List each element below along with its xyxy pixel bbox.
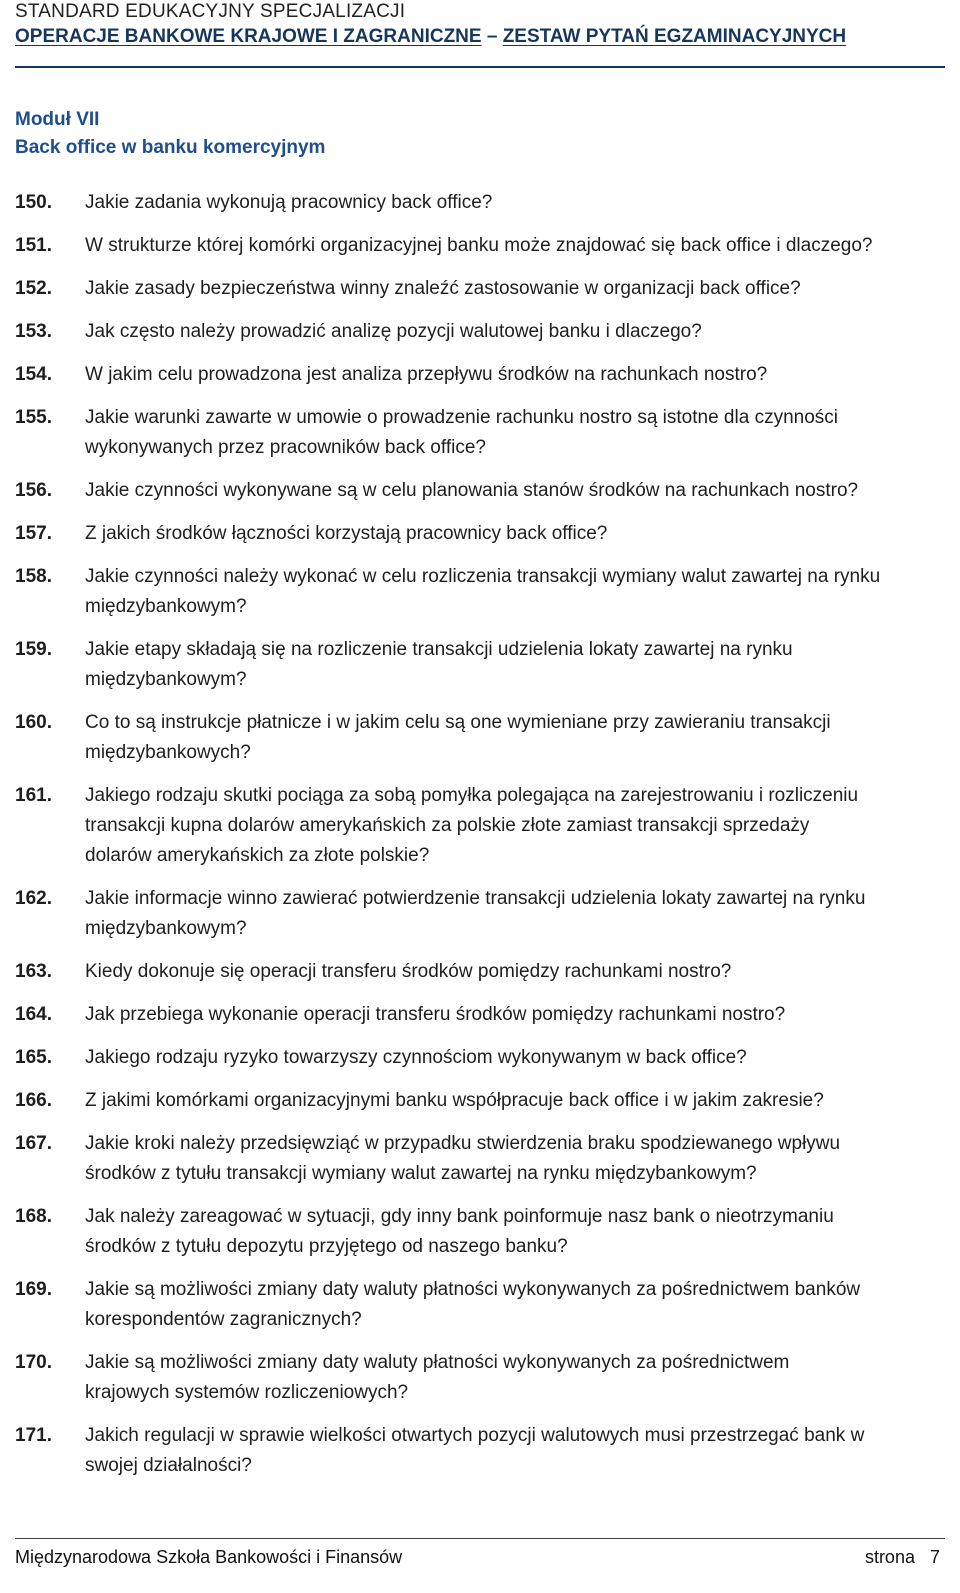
question-line: wykonywanych przez pracowników back office?	[85, 437, 486, 458]
question-line: Jakie informacje winno zawierać potwierdzenie transakcji udzielenia lokaty zawartej na rynku	[85, 888, 866, 909]
question-line: krajowych systemów rozliczeniowych?	[85, 1382, 409, 1403]
standard-title: STANDARD EDUKACYJNY SPECJALIZACJI	[15, 1, 406, 22]
question-number: 151.	[15, 235, 52, 256]
question-number: 158.	[15, 566, 52, 587]
question-number: 150.	[15, 192, 52, 213]
question-item	[15, 884, 950, 944]
question-item	[15, 1129, 950, 1189]
question-number: 163.	[15, 961, 52, 982]
question-line: Z jakich środków łączności korzystają pracownicy back office?	[85, 523, 608, 544]
question-line: środków z tytułu transakcji wymiany walut zawartej na rynku międzybankowym?	[85, 1163, 757, 1184]
question-item	[15, 708, 950, 768]
question-text	[85, 781, 950, 871]
question-line: swojej działalności?	[85, 1455, 252, 1476]
question-line: Jakie są możliwości zmiany daty waluty płatności wykonywanych za pośrednictwem banków	[85, 1279, 861, 1300]
question-number: 152.	[15, 278, 52, 299]
question-item	[15, 231, 950, 261]
question-number: 157.	[15, 523, 52, 544]
question-line: Jak przebiega wykonanie operacji transferu środków pomiędzy rachunkami nostro?	[85, 1004, 786, 1025]
question-text	[85, 1348, 950, 1408]
question-line: Jakie warunki zawarte w umowie o prowadzenie rachunku nostro są istotne dla czynności	[85, 407, 838, 428]
question-item	[15, 562, 950, 622]
page-footer	[15, 1544, 940, 1570]
question-list	[15, 188, 950, 1481]
question-number: 154.	[15, 364, 52, 385]
question-item	[15, 1202, 950, 1262]
question-number: 168.	[15, 1206, 52, 1227]
question-line: Jakie są możliwości zmiany daty waluty płatności wykonywanych za pośrednictwem	[85, 1352, 790, 1373]
question-text	[85, 708, 950, 768]
question-line: Z jakimi komórkami organizacyjnymi banku współpracuje back office i w jakim zakresie?	[85, 1090, 824, 1111]
subject-separator: –	[481, 26, 503, 47]
question-number: 162.	[15, 888, 52, 909]
question-number: 159.	[15, 639, 52, 660]
question-text	[85, 231, 950, 261]
question-text	[85, 274, 950, 304]
question-number: 164.	[15, 1004, 52, 1025]
question-text	[85, 635, 950, 695]
question-text	[85, 476, 950, 506]
question-text	[85, 1129, 950, 1189]
page-number-label	[865, 1544, 940, 1570]
question-item	[15, 403, 950, 463]
question-item	[15, 360, 950, 390]
question-item	[15, 1348, 950, 1408]
question-text	[85, 519, 950, 549]
subject-name: OPERACJE BANKOWE KRAJOWE I ZAGRANICZNE	[15, 26, 482, 47]
question-line: międzybankowych?	[85, 742, 251, 763]
document-header	[15, 0, 960, 50]
question-number: 161.	[15, 785, 52, 806]
question-line: międzybankowym?	[85, 918, 247, 939]
question-number: 166.	[15, 1090, 52, 1111]
question-line: W jakim celu prowadzona jest analiza przepływu środków na rachunkach nostro?	[85, 364, 768, 385]
question-number: 160.	[15, 712, 52, 733]
page-label: strona	[864, 1547, 915, 1567]
question-text	[85, 403, 950, 463]
question-line: Jakiego rodzaju skutki pociąga za sobą pomyłka polegająca na zarejestrowaniu i rozliczeniu	[85, 785, 859, 806]
question-line: Jakie kroki należy przedsięwziąć w przypadku stwierdzenia braku spodziewanego wpływu	[85, 1133, 841, 1154]
question-line: Co to są instrukcje płatnicze i w jakim celu są one wymieniane przy zawieraniu transakcji	[85, 712, 831, 733]
subject-set-title: ZESTAW PYTAŃ EGZAMINACYJNYCH	[502, 26, 847, 47]
question-number: 171.	[15, 1425, 52, 1446]
question-item	[15, 274, 950, 304]
question-text	[85, 1086, 950, 1116]
question-number: 169.	[15, 1279, 52, 1300]
question-line: Jakich regulacji w sprawie wielkości otwartych pozycji walutowych musi przestrzegać bank w	[85, 1425, 865, 1446]
question-item	[15, 1086, 950, 1116]
question-line: Jakie czynności należy wykonać w celu rozliczenia transakcji wymiany walut zawartej na rynku	[85, 566, 881, 587]
question-line: W strukturze której komórki organizacyjnej banku może znajdować się back office i dlaczego?	[85, 235, 873, 256]
page-number: 7	[929, 1547, 940, 1567]
question-line: Kiedy dokonuje się operacji transferu środków pomiędzy rachunkami nostro?	[85, 961, 732, 982]
question-text	[85, 317, 950, 347]
question-item	[15, 1043, 950, 1073]
question-text	[85, 562, 950, 622]
question-line: Jakiego rodzaju ryzyko towarzyszy czynnościom wykonywanym w back office?	[85, 1047, 747, 1068]
question-line: transakcji kupna dolarów amerykańskich za polskie złote zamiast transakcji sprzedaży	[85, 815, 810, 836]
question-text	[85, 1000, 950, 1030]
question-item	[15, 1000, 950, 1030]
question-line: środków z tytułu depozytu przyjętego od naszego banku?	[85, 1236, 568, 1257]
question-line: Jakie zasady bezpieczeństwa winny znaleźć zastosowanie w organizacji back office?	[85, 278, 801, 299]
question-item	[15, 635, 950, 695]
subject-title	[15, 24, 960, 50]
question-item	[15, 188, 950, 218]
module-title: Moduł VII	[15, 109, 100, 130]
question-text	[85, 360, 950, 390]
question-text	[85, 1043, 950, 1073]
footer-divider	[15, 1538, 945, 1539]
question-item	[15, 317, 950, 347]
question-item	[15, 1421, 950, 1481]
question-number: 167.	[15, 1133, 52, 1154]
question-line: Jakie etapy składają się na rozliczenie transakcji udzielenia lokaty zawartej na rynku	[85, 639, 793, 660]
question-item	[15, 957, 950, 987]
question-item	[15, 781, 950, 871]
question-text	[85, 1202, 950, 1262]
question-line: Jak należy zareagować w sytuacji, gdy inny bank poinformuje nasz bank o nieotrzymaniu	[85, 1206, 834, 1227]
header-divider	[15, 66, 945, 68]
question-text	[85, 1275, 950, 1335]
school-name: Międzynarodowa Szkoła Bankowości i Finansów	[15, 1547, 403, 1567]
question-number: 165.	[15, 1047, 52, 1068]
question-text	[85, 884, 950, 944]
question-text	[85, 957, 950, 987]
module-heading	[15, 106, 325, 162]
question-line: Jak często należy prowadzić analizę pozycji walutowej banku i dlaczego?	[85, 321, 702, 342]
question-text	[85, 1421, 950, 1481]
question-number: 153.	[15, 321, 52, 342]
module-subtitle: Back office w banku komercyjnym	[15, 137, 326, 158]
question-line: Jakie zadania wykonują pracownicy back office?	[85, 192, 493, 213]
question-line: Jakie czynności wykonywane są w celu planowania stanów środków na rachunkach nostro?	[85, 480, 859, 501]
question-number: 170.	[15, 1352, 52, 1373]
question-number: 155.	[15, 407, 52, 428]
question-item	[15, 476, 950, 506]
question-number: 156.	[15, 480, 52, 501]
question-line: międzybankowym?	[85, 669, 247, 690]
question-line: międzybankowym?	[85, 596, 247, 617]
question-item	[15, 519, 950, 549]
question-item	[15, 1275, 950, 1335]
question-line: korespondentów zagranicznych?	[85, 1309, 362, 1330]
question-text	[85, 188, 950, 218]
question-line: dolarów amerykańskich za złote polskie?	[85, 845, 430, 866]
